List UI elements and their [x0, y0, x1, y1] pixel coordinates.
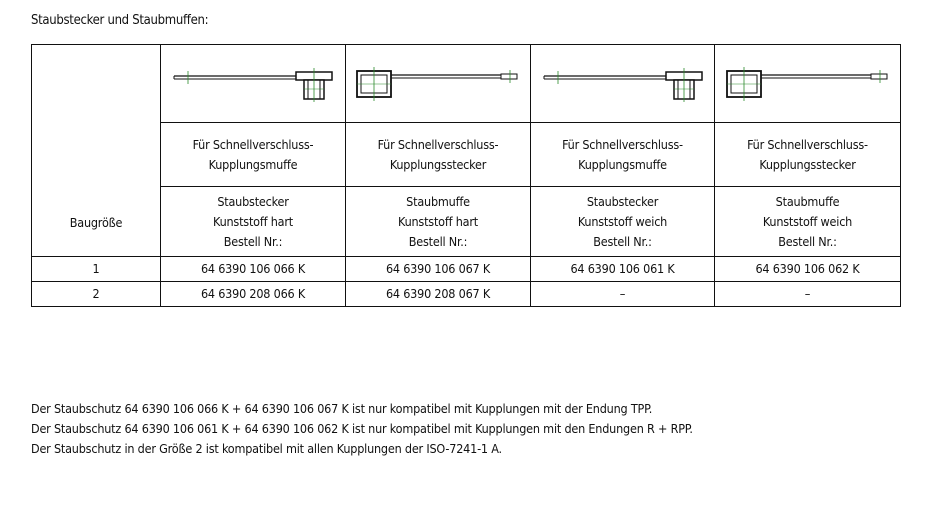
order-number-cell: 64 6390 106 062 K [715, 257, 901, 282]
note-line: Der Staubschutz 64 6390 106 061 K + 64 6390 106 062 K ist nur kompatibel mit Kupplungen mit den Endungen R + RPP. [31, 421, 693, 436]
size-cell: 2 [32, 282, 161, 307]
purpose-cell-1: Für Schnellverschluss- Kupplungsmuffe [161, 123, 346, 187]
note-line: Der Staubschutz in der Größe 2 ist kompatibel mit allen Kupplungen der ISO-7241-1 A. [31, 441, 502, 456]
dust-socket-drawing-icon [353, 64, 523, 104]
order-number-cell: 64 6390 106 061 K [531, 257, 715, 282]
dust-socket-drawing-icon [723, 64, 893, 104]
compatibility-notes [31, 399, 693, 459]
purpose-cell-2: Für Schnellverschluss- Kupplungsstecker [346, 123, 531, 187]
order-number-cell: 64 6390 208 066 K [161, 282, 346, 307]
drawing-cell-1 [161, 45, 346, 123]
order-number-cell: 64 6390 208 067 K [346, 282, 531, 307]
order-number-cell: – [531, 282, 715, 307]
dust-plug-drawing-icon [538, 64, 708, 104]
product-cell-4: Staubmuffe Kunststoff weich Bestell Nr.: [715, 187, 901, 257]
drawing-cell-2 [346, 45, 531, 123]
drawing-row [32, 45, 901, 123]
table-row [32, 257, 901, 282]
drawing-cell-3 [531, 45, 715, 123]
dust-plug-drawing-icon [168, 64, 338, 104]
purpose-row [32, 123, 901, 187]
product-cell-3: Staubstecker Kunststoff weich Bestell Nr.: [531, 187, 715, 257]
purpose-cell-4: Für Schnellverschluss- Kupplungsstecker [715, 123, 901, 187]
product-row [32, 187, 901, 257]
product-cell-2: Staubmuffe Kunststoff hart Bestell Nr.: [346, 187, 531, 257]
size-cell: 1 [32, 257, 161, 282]
size-header: Baugröße [69, 215, 123, 230]
purpose-cell-3: Für Schnellverschluss- Kupplungsmuffe [531, 123, 715, 187]
table-row [32, 282, 901, 307]
note-line: Der Staubschutz 64 6390 106 066 K + 64 6390 106 067 K ist nur kompatibel mit Kupplungen mit der Endung TPP. [31, 401, 653, 416]
size-header-cell [32, 45, 161, 257]
product-cell-1: Staubstecker Kunststoff hart Bestell Nr.: [161, 187, 346, 257]
page-title: Staubstecker und Staubmuffen: [31, 13, 209, 28]
order-number-cell: – [715, 282, 901, 307]
drawing-cell-4 [715, 45, 901, 123]
order-number-cell: 64 6390 106 066 K [161, 257, 346, 282]
dust-cap-table [31, 44, 901, 307]
order-number-cell: 64 6390 106 067 K [346, 257, 531, 282]
